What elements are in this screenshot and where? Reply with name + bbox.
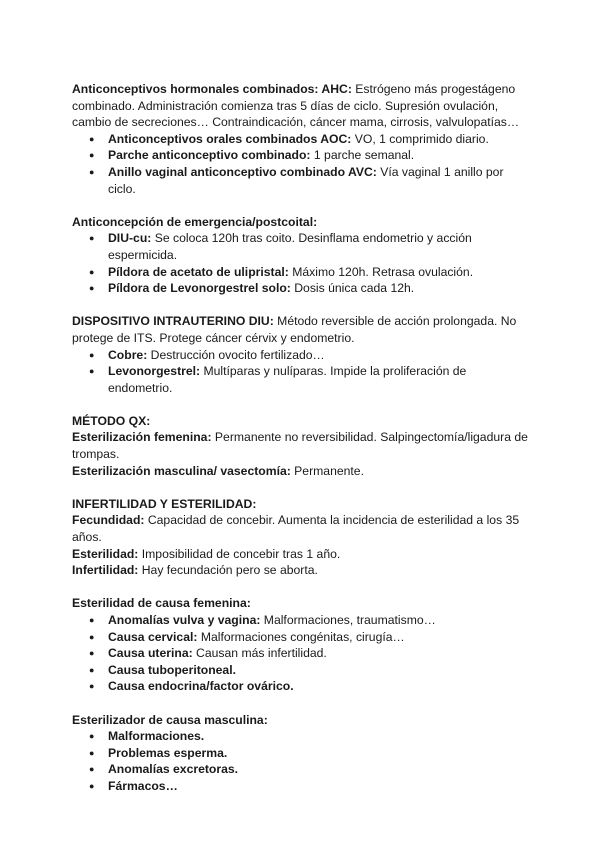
body-text: Estrógeno más progestágeno combinado. Administración comienza tras 5 días de ciclo. Supresión ovulación, cambio de secreciones… Contraindicación, cáncer mama, cirrosis, valvulopatías… [72,82,520,130]
body-text: Imposibilidad de concebir tras 1 año. [138,546,341,561]
bold-term: Esterilización femenina: [72,430,212,445]
bullet-item [108,745,530,762]
bullet-item [108,131,530,148]
document-page [72,81,530,795]
bold-term: Levonorgestrel: [108,364,201,379]
body-text: Malformaciones, traumatismo… [260,613,436,627]
paragraph [72,81,530,131]
bold-term: Anticonceptivos orales combinados AOC: [108,131,352,146]
paragraph [72,562,530,579]
body-text: Malformaciones congénitas, cirugía… [197,629,405,644]
section [72,712,530,795]
bold-term: Problemas esperma. [108,745,228,760]
section [72,214,530,297]
bold-term: Fecundidad: [72,513,145,528]
body-text: Hay fecundación pero se aborta. [138,563,318,578]
bullet-item [108,678,530,695]
section [72,81,530,197]
paragraph [72,595,530,612]
bullet-item [108,761,530,778]
paragraph [72,429,530,462]
paragraph [72,214,530,231]
bold-term: Causa cervical: [108,629,198,644]
paragraph [72,463,530,480]
paragraph [72,712,530,729]
body-text: Dosis única cada 12h. [290,281,415,296]
bullet-list [72,131,530,197]
bold-term: Causa uterina: [108,646,193,661]
bullet-list [72,612,530,695]
bullet-list [72,230,530,296]
body-text: Destrucción ovocito fertilizado… [147,347,325,362]
bold-term: DIU-cu: [108,231,152,246]
bold-term: Infertilidad: [72,563,139,578]
bold-term: Píldora de acetato de ulipristal: [108,264,289,279]
bullet-item [108,612,530,629]
bullet-item [108,645,530,662]
body-text: Permanente no reversibilidad. Salpingectomía/ligadura de trompas. [72,430,528,462]
bullet-item [108,629,530,646]
paragraph [72,512,530,545]
bold-term: INFERTILIDAD Y ESTERILIDAD: [72,496,257,511]
bold-term: Anticoncepción de emergencia/postcoital: [72,214,318,229]
bold-term: Cobre: [108,347,148,362]
bold-term: Esterilidad: [72,546,139,561]
bold-term: Fármacos… [108,778,178,793]
body-text: VO, 1 comprimido diario. [351,131,489,146]
bold-term: Esterilidad de causa femenina: [72,596,251,611]
bullet-item [108,264,530,281]
section-gap [72,579,530,596]
bold-term: Causa endocrina/factor ovárico. [108,679,294,694]
body-text: Máximo 120h. Retrasa ovulación. [288,264,474,279]
bold-term: MÉTODO QX: [72,413,151,428]
section [72,496,530,579]
section-gap [72,197,530,214]
body-text: Multíparas y nulíparas. Impide la proliferación de endometrio. [108,364,467,395]
bold-term: Malformaciones. [108,729,205,744]
bold-term: Anomalías vulva y vagina: [108,613,261,627]
body-text: Método reversible de acción prolongada. No protege de ITS. Protege cáncer cérvix y endometrio. [72,314,517,345]
paragraph [72,313,530,346]
body-text: Permanente. [290,463,364,478]
section-gap [72,396,530,413]
bullet-item [108,147,530,164]
body-text: Vía vaginal 1 anillo por ciclo. [108,164,504,196]
bullet-list [72,347,530,397]
bullet-list [72,728,530,794]
bold-term: Anillo vaginal anticonceptivo combinado AVC: [108,164,377,179]
section [72,595,530,695]
bold-term: Parche anticonceptivo combinado: [108,148,311,163]
section-gap [72,297,530,314]
section [72,313,530,396]
bold-term: Anticonceptivos hormonales combinados: AHC: [72,82,352,96]
bold-term: DISPOSITIVO INTRAUTERINO DIU: [72,314,274,329]
paragraph [72,546,530,563]
bold-term: Causa tuboperitoneal. [108,662,236,677]
paragraph [72,496,530,513]
bullet-item [108,778,530,795]
section-gap [72,479,530,496]
bullet-item [108,230,530,263]
section-gap [72,695,530,712]
section [72,413,530,479]
bold-term: Esterilización masculina/ vasectomía: [72,463,291,478]
body-text: Capacidad de concebir. Aumenta la incidencia de esterilidad a los 35 años. [72,513,520,545]
paragraph [72,413,530,430]
bold-term: Esterilizador de causa masculina: [72,712,268,727]
body-text: 1 parche semanal. [310,148,415,163]
bullet-item [108,363,530,396]
bullet-item [108,280,530,297]
bullet-item [108,347,530,364]
bold-term: Anomalías excretoras. [108,762,239,777]
bullet-item [108,164,530,197]
body-text: Causan más infertilidad. [192,646,327,661]
bold-term: Píldora de Levonorgestrel solo: [108,281,291,296]
body-text: Se coloca 120h tras coito. Desinflama endometrio y acción espermicida. [108,231,472,262]
bullet-item [108,728,530,745]
bullet-item [108,662,530,679]
